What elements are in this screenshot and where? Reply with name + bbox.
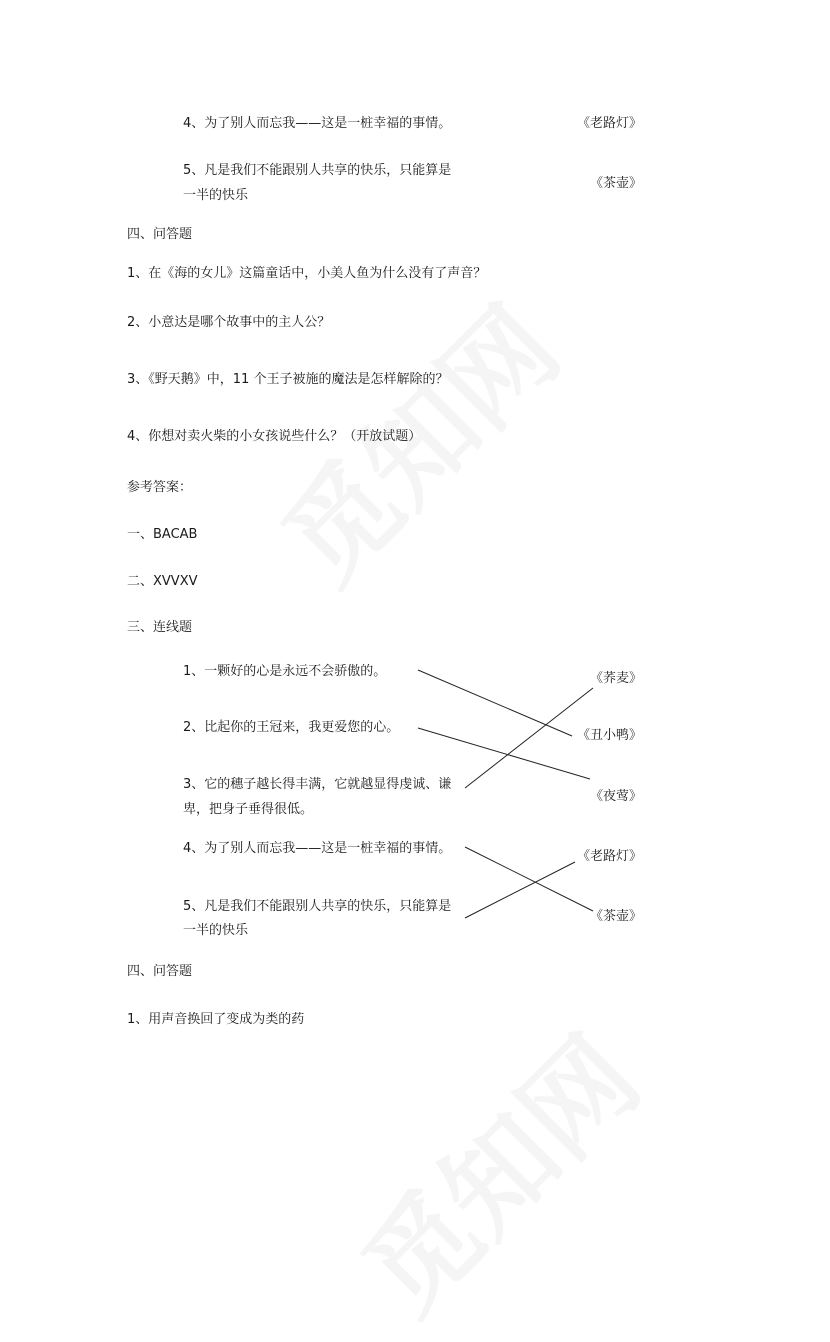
answer-two: 二、XVVXV: [127, 574, 198, 589]
answer-one: 一、BACAB: [127, 527, 198, 542]
question-3: 3、《野天鹅》中，11 个王子被施的魔法是怎样解除的？: [127, 372, 449, 387]
match-item-1: 1、一颗好的心是永远不会骄傲的。: [183, 664, 387, 679]
match-item-3: 3、它的穗子越长得丰满，它就越显得虔诚、谦: [183, 777, 452, 792]
answer-four-1: 1、用声音换回了变成为类的药: [127, 1012, 305, 1027]
match-item-3-cont: 卑，把身子垂得很低。: [183, 802, 314, 817]
match-book-lao-lu-deng: 《老路灯》: [576, 849, 642, 864]
watermark: [322, 996, 667, 1341]
top-book-lao-lu-deng: 《老路灯》: [576, 116, 642, 131]
top-book-cha-hu: 《茶壶》: [589, 176, 642, 191]
match-line-1-to-chou-xiao-ya: [418, 670, 572, 736]
match-line-4-to-cha-hu: [465, 847, 593, 911]
question-4: 4、你想对卖火柴的小女孩说些什么？（开放试题）: [127, 429, 422, 444]
match-item-2: 2、比起你的王冠来，我更爱您的心。: [183, 720, 400, 735]
match-book-cha-hu: 《茶壶》: [589, 909, 642, 924]
match-book-chou-xiao-ya: 《丑小鸭》: [576, 728, 642, 743]
question-1: 1、在《海的女儿》这篇童话中，小美人鱼为什么没有了声音？: [127, 266, 487, 281]
match-line-5-to-lao-lu-deng: [465, 862, 575, 918]
match-item-5: 5、凡是我们不能跟别人共享的快乐，只能算是: [183, 899, 452, 914]
top-item-5-cont: 一半的快乐: [183, 188, 249, 203]
answer-four-heading: 四、问答题: [127, 964, 193, 979]
top-item-4-num: 4: [183, 116, 192, 131]
section-four-heading: 四、问答题: [127, 227, 193, 242]
match-book-qiao-mai: 《荞麦》: [589, 671, 642, 686]
top-item-5-num: 5: [183, 163, 192, 178]
top-item-4: 4、为了别人而忘我——这是一桩幸福的事情。: [183, 116, 452, 131]
answer-three-heading: 三、连线题: [127, 620, 193, 635]
top-item-5: 5、凡是我们不能跟别人共享的快乐，只能算是: [183, 163, 452, 178]
match-item-5-cont: 一半的快乐: [183, 923, 249, 938]
top-item-5-text: 凡是我们不能跟别人共享的快乐，只能算是: [204, 163, 452, 178]
match-line-2-to-ye-ying: [418, 728, 590, 779]
top-item-4-text: 为了别人而忘我——这是一桩幸福的事情。: [204, 116, 452, 131]
answers-heading: 参考答案：: [127, 480, 193, 495]
match-book-ye-ying: 《夜莺》: [589, 789, 642, 804]
question-2: 2、小意达是哪个故事中的主人公？: [127, 315, 331, 330]
match-line-3-to-qiao-mai: [465, 688, 593, 788]
match-item-4: 4、为了别人而忘我——这是一桩幸福的事情。: [183, 841, 452, 856]
